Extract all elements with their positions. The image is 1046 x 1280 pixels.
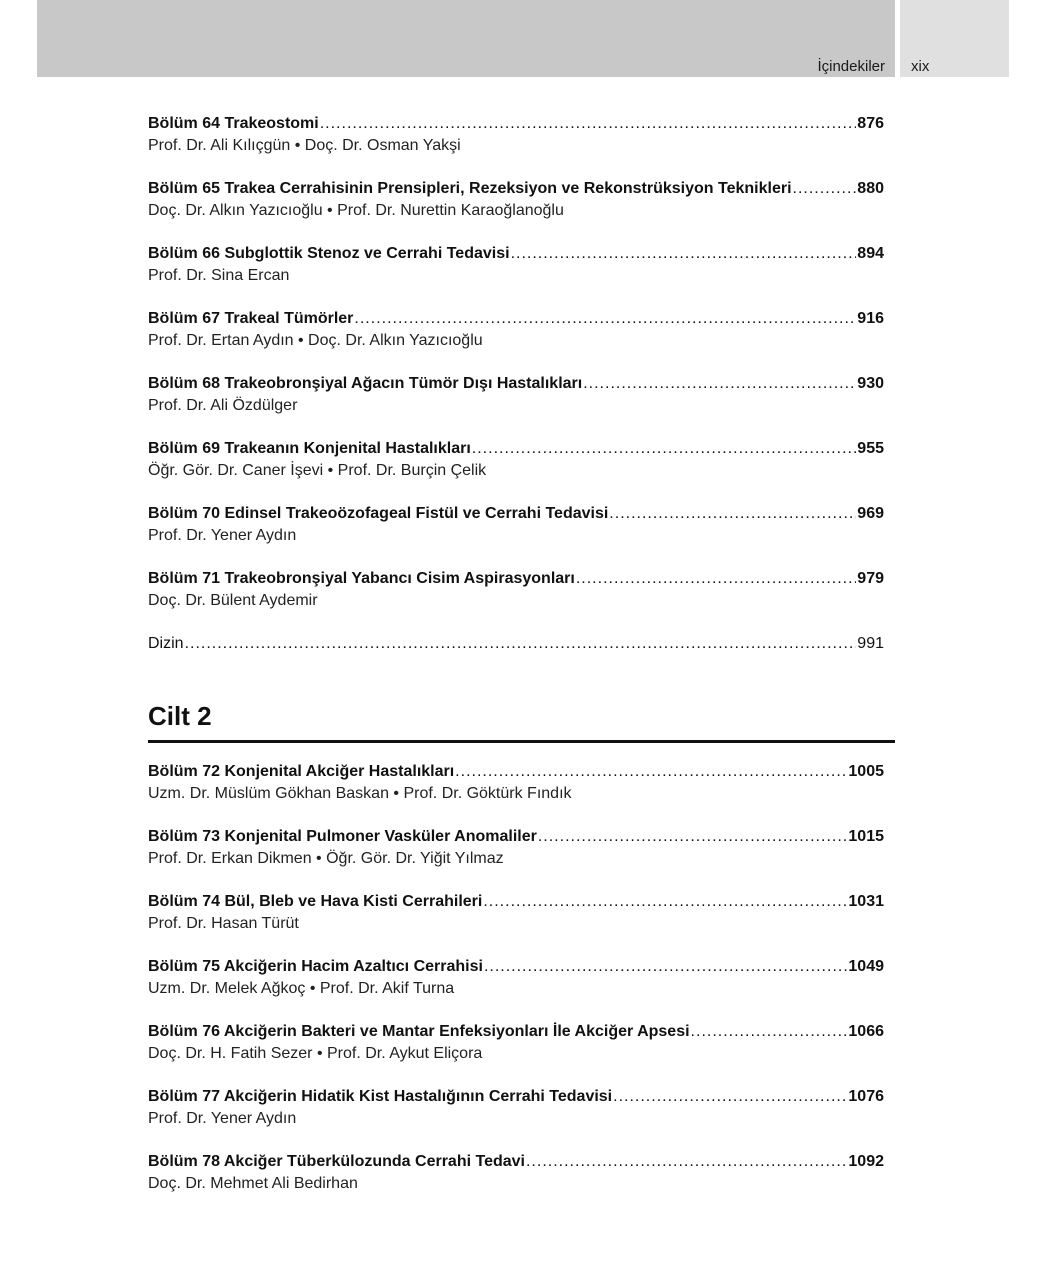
chapter-title: Bölüm 65 Trakea Cerrahisinin Prensipleri, Rezeksiyon ve Rekonstrüksiyon Teknikleri [148, 180, 792, 197]
toc-entry[interactable] [148, 308, 884, 373]
dot-leader [576, 568, 856, 590]
toc-entry-heading [148, 1021, 884, 1043]
chapter-page: 930 [857, 375, 884, 392]
page-number-tab [900, 0, 1009, 77]
toc-entry[interactable] [148, 178, 884, 243]
running-header-title: İçindekiler [817, 58, 885, 75]
chapter-page: 894 [857, 245, 884, 262]
dot-leader [511, 243, 857, 265]
dot-leader [455, 761, 847, 783]
chapter-authors: Doç. Dr. H. Fatih Sezer • Prof. Dr. Aykut Eliçora [148, 1045, 483, 1062]
toc-entry[interactable] [148, 113, 884, 178]
toc-entry-heading [148, 633, 884, 655]
chapter-page: 1049 [848, 958, 884, 975]
chapter-title: Bölüm 72 Konjenital Akciğer Hastalıkları [148, 763, 455, 780]
chapter-title: Bölüm 66 Subglottik Stenoz ve Cerrahi Tedavisi [148, 245, 510, 262]
toc-entry[interactable] [148, 826, 884, 891]
chapter-page: 1092 [848, 1153, 884, 1170]
toc-entry-heading [148, 826, 884, 848]
toc-entry[interactable] [148, 438, 884, 503]
chapter-authors: Prof. Dr. Sina Ercan [148, 267, 290, 284]
toc-entry-heading [148, 1151, 884, 1173]
chapter-authors: Prof. Dr. Ali Özdülger [148, 397, 298, 414]
chapter-page: 955 [857, 440, 884, 457]
chapter-page: 1066 [848, 1023, 884, 1040]
chapter-page: 1076 [848, 1088, 884, 1105]
index-title: Dizin [148, 635, 184, 652]
toc-entry[interactable] [148, 503, 884, 568]
page-number: xix [911, 58, 930, 75]
chapter-page: 876 [857, 115, 884, 132]
toc-entry-heading [148, 1086, 884, 1108]
toc-entry-heading [148, 438, 884, 460]
chapter-title: Bölüm 74 Bül, Bleb ve Hava Kisti Cerrahileri [148, 893, 483, 910]
index-page: 991 [857, 635, 884, 652]
chapter-authors: Prof. Dr. Ali Kılıçgün • Doç. Dr. Osman Yakşi [148, 137, 461, 154]
dot-leader [354, 308, 856, 330]
dot-leader [526, 1151, 847, 1173]
chapter-authors: Prof. Dr. Erkan Dikmen • Öğr. Gör. Dr. Yiğit Yılmaz [148, 850, 504, 867]
toc-entry[interactable] [148, 1151, 884, 1216]
toc-entry-heading [148, 503, 884, 525]
chapter-title: Bölüm 75 Akciğerin Hacim Azaltıcı Cerrahisi [148, 958, 483, 975]
toc-entry-heading [148, 761, 884, 783]
chapter-page: 1015 [848, 828, 884, 845]
toc-entry[interactable] [148, 761, 884, 826]
chapter-page: 880 [857, 180, 884, 197]
header-bar [37, 0, 895, 77]
chapter-page: 969 [857, 505, 884, 522]
toc-entry-heading [148, 243, 884, 265]
dot-leader [583, 373, 856, 395]
chapter-authors: Doç. Dr. Mehmet Ali Bedirhan [148, 1175, 358, 1192]
toc-entry-heading [148, 956, 884, 978]
toc-volume-2 [148, 761, 884, 1216]
dot-leader [320, 113, 857, 135]
chapter-authors: Prof. Dr. Hasan Türüt [148, 915, 299, 932]
dot-leader [538, 826, 848, 848]
chapter-page: 979 [857, 570, 884, 587]
dot-leader [483, 891, 847, 913]
toc-entry-heading [148, 178, 884, 200]
chapter-authors: Prof. Dr. Yener Aydın [148, 1110, 297, 1127]
dot-leader [472, 438, 857, 460]
toc-entry-heading [148, 373, 884, 395]
chapter-title: Bölüm 64 Trakeostomi [148, 115, 319, 132]
chapter-authors: Doç. Dr. Bülent Aydemir [148, 592, 318, 609]
dot-leader [793, 178, 857, 200]
dot-leader [484, 956, 847, 978]
toc-entry[interactable] [148, 1086, 884, 1151]
dot-leader [609, 503, 856, 525]
toc-entry[interactable] [148, 373, 884, 438]
chapter-title: Bölüm 67 Trakeal Tümörler [148, 310, 354, 327]
chapter-title: Bölüm 69 Trakeanın Konjenital Hastalıkları [148, 440, 471, 457]
chapter-page: 916 [857, 310, 884, 327]
toc-entry[interactable] [148, 568, 884, 633]
chapter-title: Bölüm 73 Konjenital Pulmoner Vasküler Anomaliler [148, 828, 537, 845]
dot-leader [691, 1021, 848, 1043]
chapter-authors: Öğr. Gör. Dr. Caner İşevi • Prof. Dr. Burçin Çelik [148, 462, 487, 479]
chapter-authors: Prof. Dr. Ertan Aydın • Doç. Dr. Alkın Yazıcıoğlu [148, 332, 483, 349]
chapter-title: Bölüm 70 Edinsel Trakeoözofageal Fistül ve Cerrahi Tedavisi [148, 505, 609, 522]
toc-entry[interactable] [148, 243, 884, 308]
chapter-title: Bölüm 78 Akciğer Tüberkülozunda Cerrahi Tedavi [148, 1153, 525, 1170]
chapter-page: 1031 [848, 893, 884, 910]
chapter-authors: Uzm. Dr. Melek Ağkoç • Prof. Dr. Akif Turna [148, 980, 455, 997]
chapter-authors: Doç. Dr. Alkın Yazıcıoğlu • Prof. Dr. Nurettin Karaoğlanoğlu [148, 202, 564, 219]
chapter-page: 1005 [848, 763, 884, 780]
dot-leader [185, 633, 857, 655]
toc-entry[interactable] [148, 891, 884, 956]
chapter-title: Bölüm 68 Trakeobronşiyal Ağacın Tümör Dışı Hastalıkları [148, 375, 583, 392]
toc-entry[interactable] [148, 1021, 884, 1086]
volume-2-rule [148, 740, 895, 743]
chapter-title: Bölüm 76 Akciğerin Bakteri ve Mantar Enfeksiyonları İle Akciğer Apsesi [148, 1023, 690, 1040]
toc-entry-heading [148, 308, 884, 330]
toc-entry-index[interactable] [148, 633, 884, 698]
chapter-authors: Uzm. Dr. Müslüm Gökhan Baskan • Prof. Dr. Göktürk Fındık [148, 785, 572, 802]
toc-entry-heading [148, 891, 884, 913]
toc-volume-1 [148, 113, 884, 698]
toc-entry-heading [148, 568, 884, 590]
chapter-title: Bölüm 71 Trakeobronşiyal Yabancı Cisim Aspirasyonları [148, 570, 575, 587]
dot-leader [613, 1086, 847, 1108]
chapter-title: Bölüm 77 Akciğerin Hidatik Kist Hastalığının Cerrahi Tedavisi [148, 1088, 613, 1105]
toc-entry[interactable] [148, 956, 884, 1021]
chapter-authors: Prof. Dr. Yener Aydın [148, 527, 297, 544]
toc-entry-heading [148, 113, 884, 135]
volume-2-heading: Cilt 2 [148, 701, 212, 731]
